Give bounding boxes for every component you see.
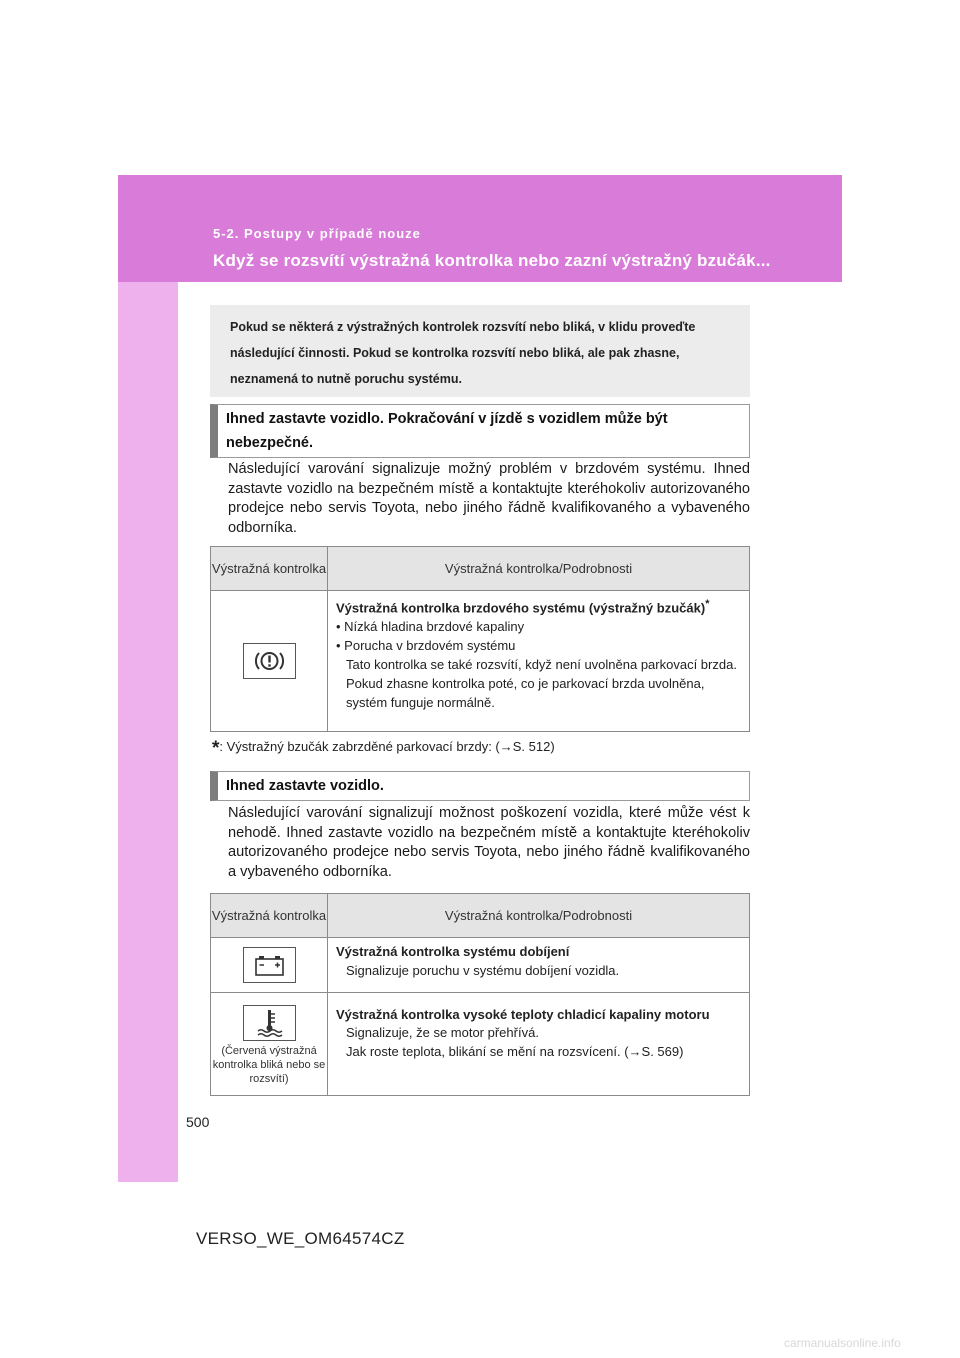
col-header-details: Výstražná kontrolka/Podrobnosti [328, 894, 750, 938]
brake-warning-icon [243, 643, 296, 679]
table-row [211, 591, 750, 732]
table-header-row [211, 894, 750, 938]
row-line: Signalizuje, že se motor přehřívá. [346, 1025, 539, 1040]
table-row [211, 993, 750, 1096]
page-number: 500 [186, 1114, 210, 1130]
row-note: Tato kontrolka se také rozsvítí, když není uvolněna parkovací brzda. Pokud zhasne kontrolka poté, co je parkovací brzda uvolněna, systém funguje normálně. [346, 657, 737, 711]
section2-heading: Ihned zastavte vozidlo. [210, 771, 750, 801]
details-cell [328, 591, 750, 732]
details-cell [328, 993, 750, 1096]
brake-warning-table [210, 546, 750, 732]
details-cell [328, 938, 750, 993]
page-title: Když se rozsvítí výstražná kontrolka nebo zazní výstražný bzučák... [213, 251, 771, 270]
col-header-light: Výstražná kontrolka [211, 894, 328, 938]
section-label: 5-2. Postupy v případě nouze [213, 226, 421, 241]
col-header-details: Výstražná kontrolka/Podrobnosti [328, 547, 750, 591]
row-title: Výstražná kontrolka vysoké teploty chladicí kapaliny motoru [336, 1007, 710, 1022]
chapter-sidebar [118, 175, 178, 1182]
coolant-temperature-icon [243, 1005, 296, 1041]
table-header-row [211, 547, 750, 591]
bullet-item: • Nízká hladina brzdové kapaliny [336, 619, 525, 635]
vehicle-warning-table [210, 893, 750, 1096]
battery-charging-icon [243, 947, 296, 983]
col-header-light: Výstražná kontrolka [211, 547, 328, 591]
row-title: Výstražná kontrolka brzdového systému (výstražný bzučák)* [336, 598, 710, 616]
section1-heading: Ihned zastavte vozidlo. Pokračování v jízdě s vozidlem může být nebezpečné. [210, 404, 750, 458]
bullet-item: • Porucha v brzdovém systému [336, 638, 516, 654]
icon-cell [211, 938, 328, 993]
document-id: VERSO_WE_OM64574CZ [196, 1229, 405, 1248]
icon-cell [211, 993, 328, 1096]
icon-cell [211, 591, 328, 732]
watermark: carmanualsonline.info [784, 1336, 901, 1350]
intro-box: Pokud se některá z výstražných kontrolek rozsvítí nebo bliká, v klidu proveďte následující činnosti. Pokud se kontrolka rozsvítí nebo bliká, ale pak zhasne, neznamená to nutně poruchu systému. [210, 305, 750, 397]
row-title: Výstražná kontrolka systému dobíjení [336, 944, 570, 959]
icon-caption: (Červená výstražná kontrolka bliká nebo se rozsvítí) [212, 1044, 326, 1085]
section2-paragraph: Následující varování signalizují možnost poškození vozidla, které může vést k nehodě. Ihned zastavte vozidlo na bezpečném místě a kontaktujte kteréhokoliv autorizovaného prodejce nebo servis Toyota, nebo jiného řádně kvalifikovaného a vybaveného odborníka. [228, 805, 750, 880]
row-line: Signalizuje poruchu v systému dobíjení vozidla. [346, 963, 620, 978]
footnote: *: Výstražný bzučák zabrzděné parkovací brzdy: (→S. 512) [212, 738, 555, 759]
section1-paragraph: Následující varování signalizuje možný problém v brzdovém systému. Ihned zastavte vozidlo na bezpečném místě a kontaktujte kteréhokoliv autorizovaného prodejce nebo servis Toyota, nebo jiného řádně kvalifikovaného a vybaveného odborníka. [228, 461, 750, 536]
table-row [211, 938, 750, 993]
row-line: Jak roste teplota, blikání se mění na rozsvícení. (→S. 569) [346, 1044, 684, 1059]
